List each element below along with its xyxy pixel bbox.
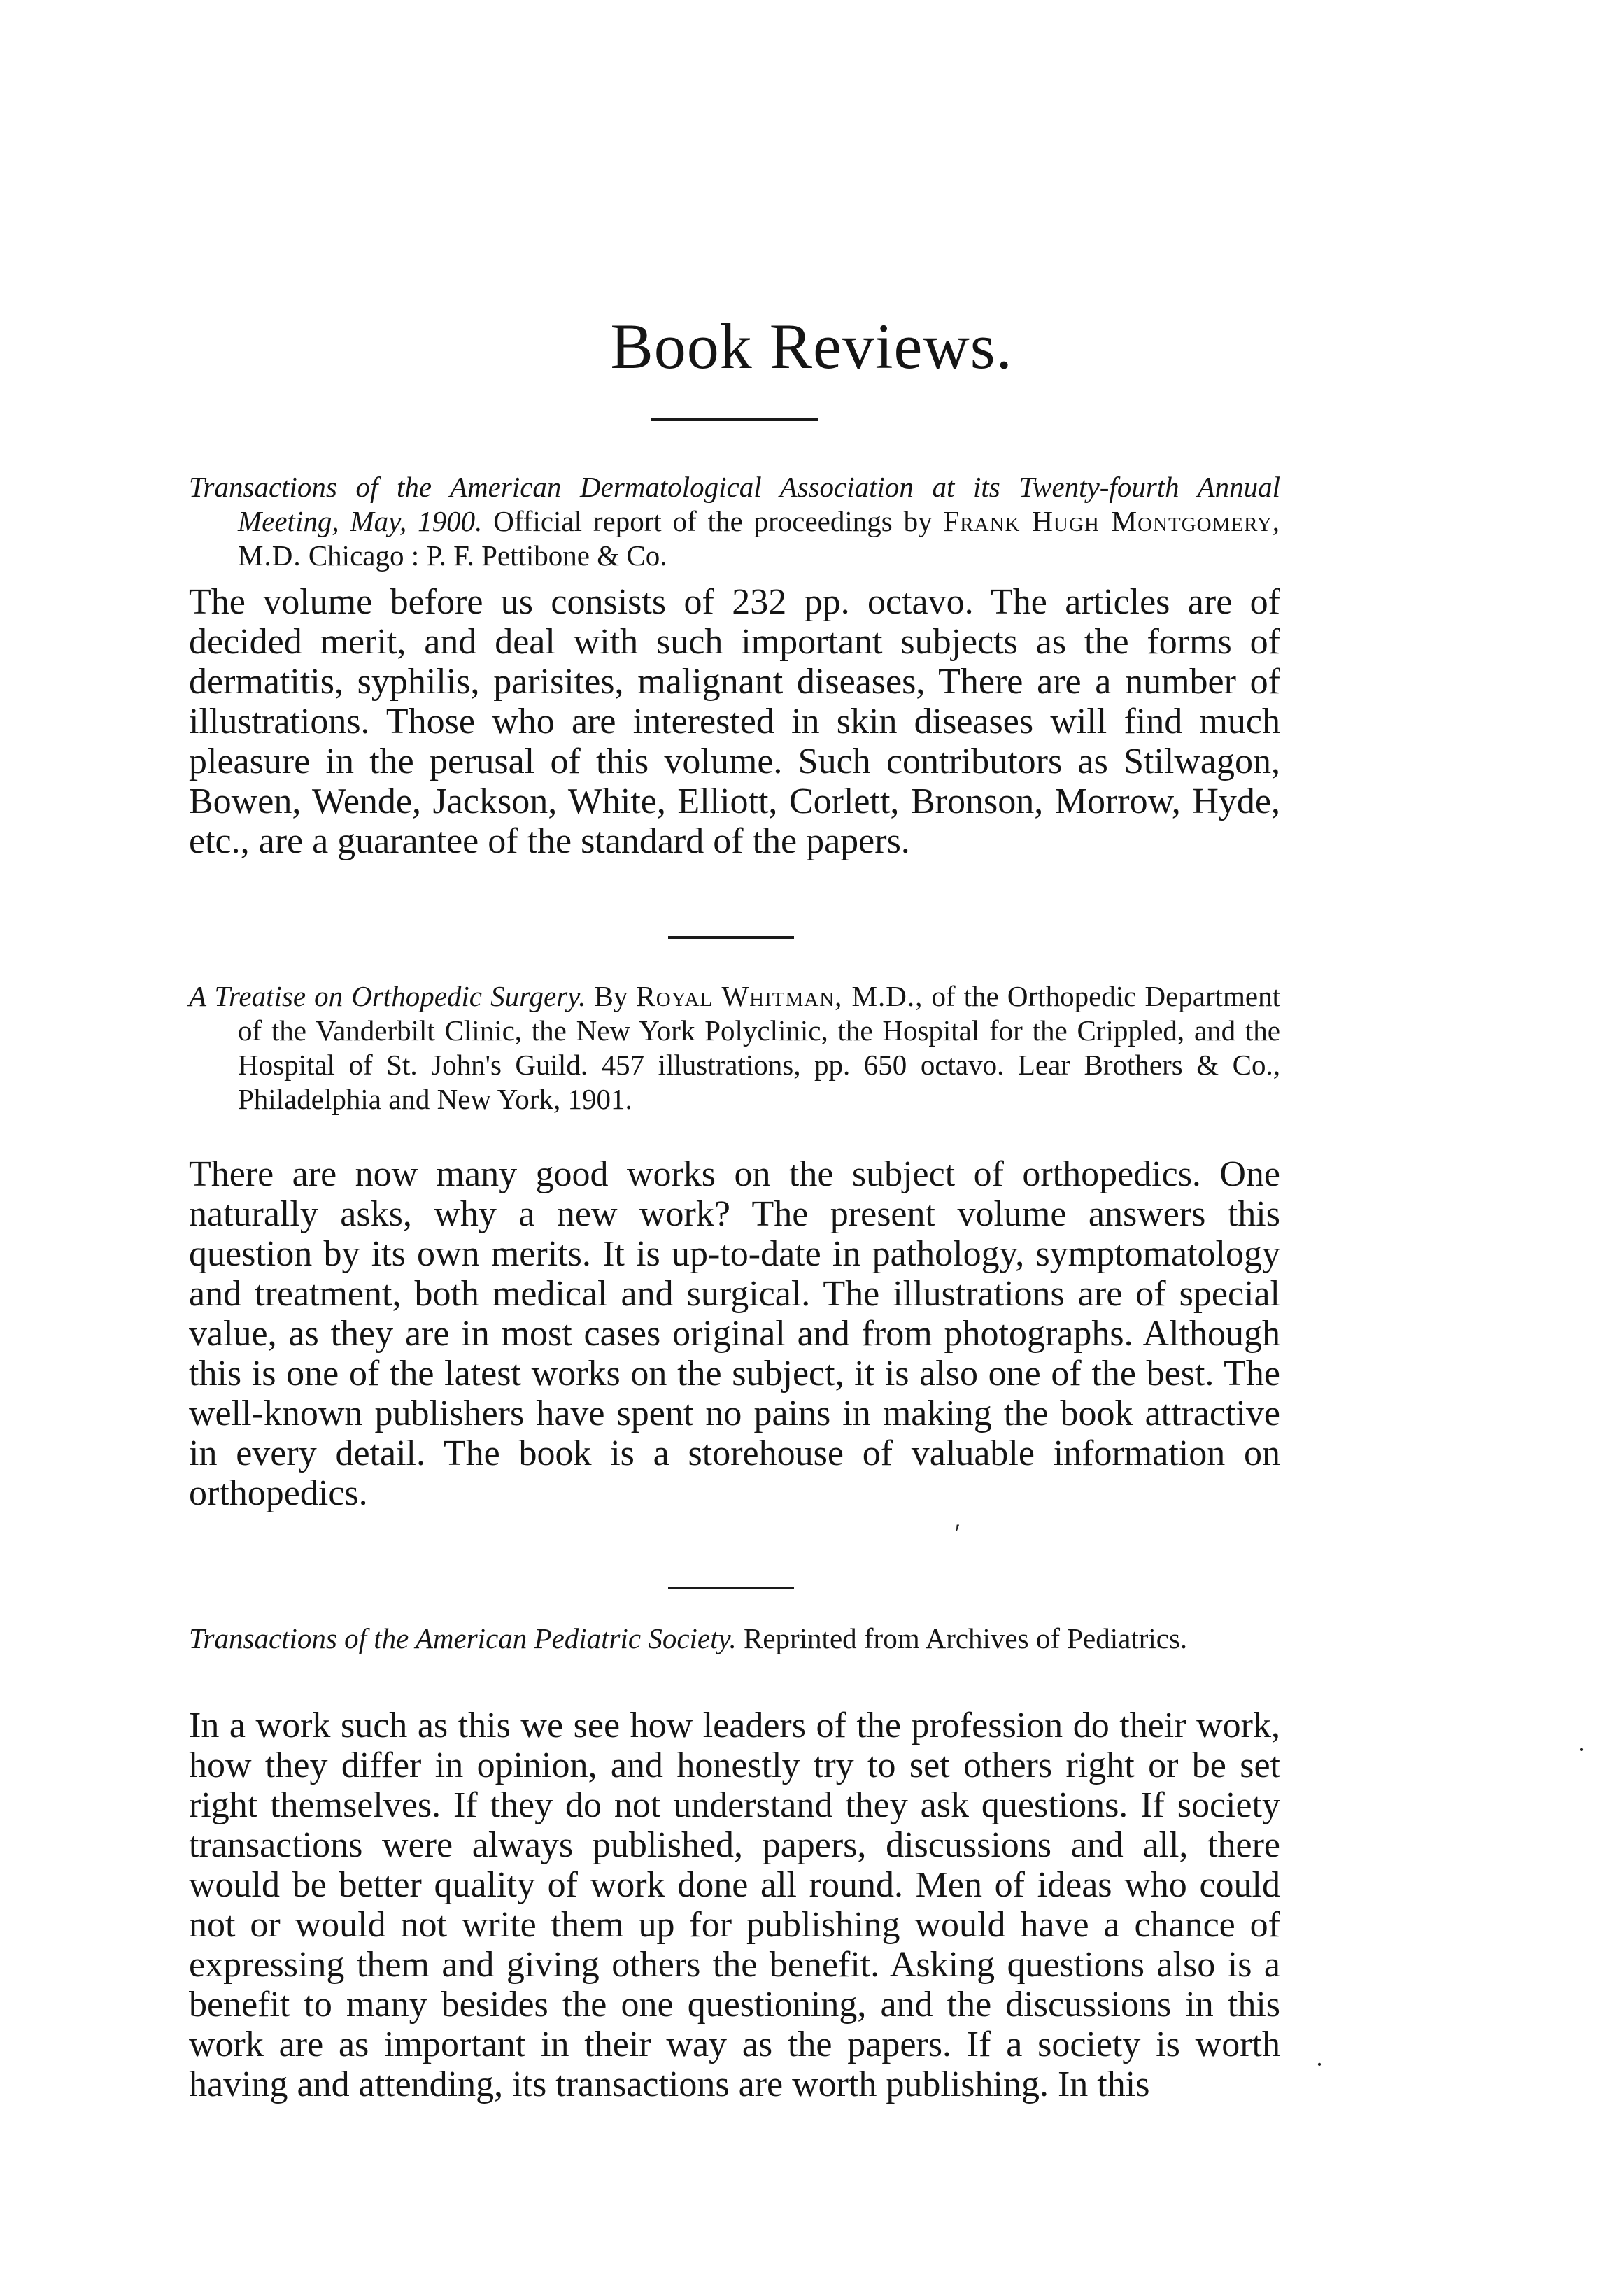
- review-citation: [189, 979, 1280, 1117]
- review-citation: [189, 1622, 1280, 1656]
- citation-text: Reprinted from Archives of Pediatrics.: [743, 1622, 1188, 1654]
- review-body: In a work such as this we see how leaders of the profession do their work, how they differ in opinion, and honestly try to set others right or be set right themselves. If they do not understand they ask questions. If society transactions were always published, papers, discussions and all, there would be better quality of work done all round. Men of ideas who could not or would not write them up for publishing would have a chance of expressing them and giving others the benefit. Asking questions also is a benefit to many besides the one questioning, and the discussions in this work are as important in their way as the papers. If a society is worth having and attending, its transactions are worth publishing. In this: [189, 1706, 1280, 2104]
- citation-author: Royal Whitman, M.D.,: [636, 980, 923, 1012]
- citation-title: Transactions of the American Dermatological Association at its Twenty-fourth Annual Meeting, May, 1900.: [189, 471, 1280, 537]
- review-citation: [189, 470, 1280, 573]
- title-divider: [651, 418, 818, 421]
- citation-text: Official report of the proceedings by: [493, 505, 933, 537]
- stray-print-mark: ·: [1578, 1736, 1586, 1764]
- stray-print-mark: ·: [1315, 2050, 1324, 2078]
- review-body: There are now many good works on the subject of orthopedics. One naturally asks, why a new work? The present volume answers this question by its own merits. It is up-to-date in pathology, symptomatology and treatment, both medical and surgical. The illustrations are of special value, as they are in most cases original and from photographs. Although this is one of the latest works on the subject, it is also one of the best. The well-known publishers have spent no pains in making the book attractive in every detail. The book is a storehouse of valuable information on orthopedics.: [189, 1154, 1280, 1513]
- citation-publisher: Chicago : P. F. Pettibone & Co.: [308, 539, 667, 572]
- page-title: Book Reviews.: [610, 311, 1013, 382]
- section-divider: [668, 1587, 794, 1589]
- citation-title: Transactions of the American Pediatric Society.: [189, 1622, 737, 1654]
- stray-print-mark: ʹ: [955, 1519, 961, 1547]
- citation-title: A Treatise on Orthopedic Surgery.: [189, 980, 586, 1012]
- citation-text: By: [594, 980, 628, 1012]
- citation-publisher: of the Orthopedic Department of the Vanderbilt Clinic, the New York Polyclinic, the Hospital for the Crippled, and the Hospital of St. John's Guild. 457 illustrations, pp. 650 octavo. Lear Brothers & Co., Philadelphia and New York, 1901.: [238, 980, 1280, 1115]
- review-body: The volume before us consists of 232 pp. octavo. The articles are of decided merit, and deal with such important subjects as the forms of dermatitis, syphilis, parisites, malignant diseases, There are a number of illustrations. Those who are interested in skin diseases will find much pleasure in the perusal of this volume. Such contributors as Stilwagon, Bowen, Wende, Jackson, White, Elliott, Corlett, Bronson, Morrow, Hyde, etc., are a guarantee of the standard of the papers.: [189, 582, 1280, 861]
- citation-author: Frank Hugh Montgomery, M.D.: [238, 505, 1281, 572]
- section-divider: [668, 936, 794, 939]
